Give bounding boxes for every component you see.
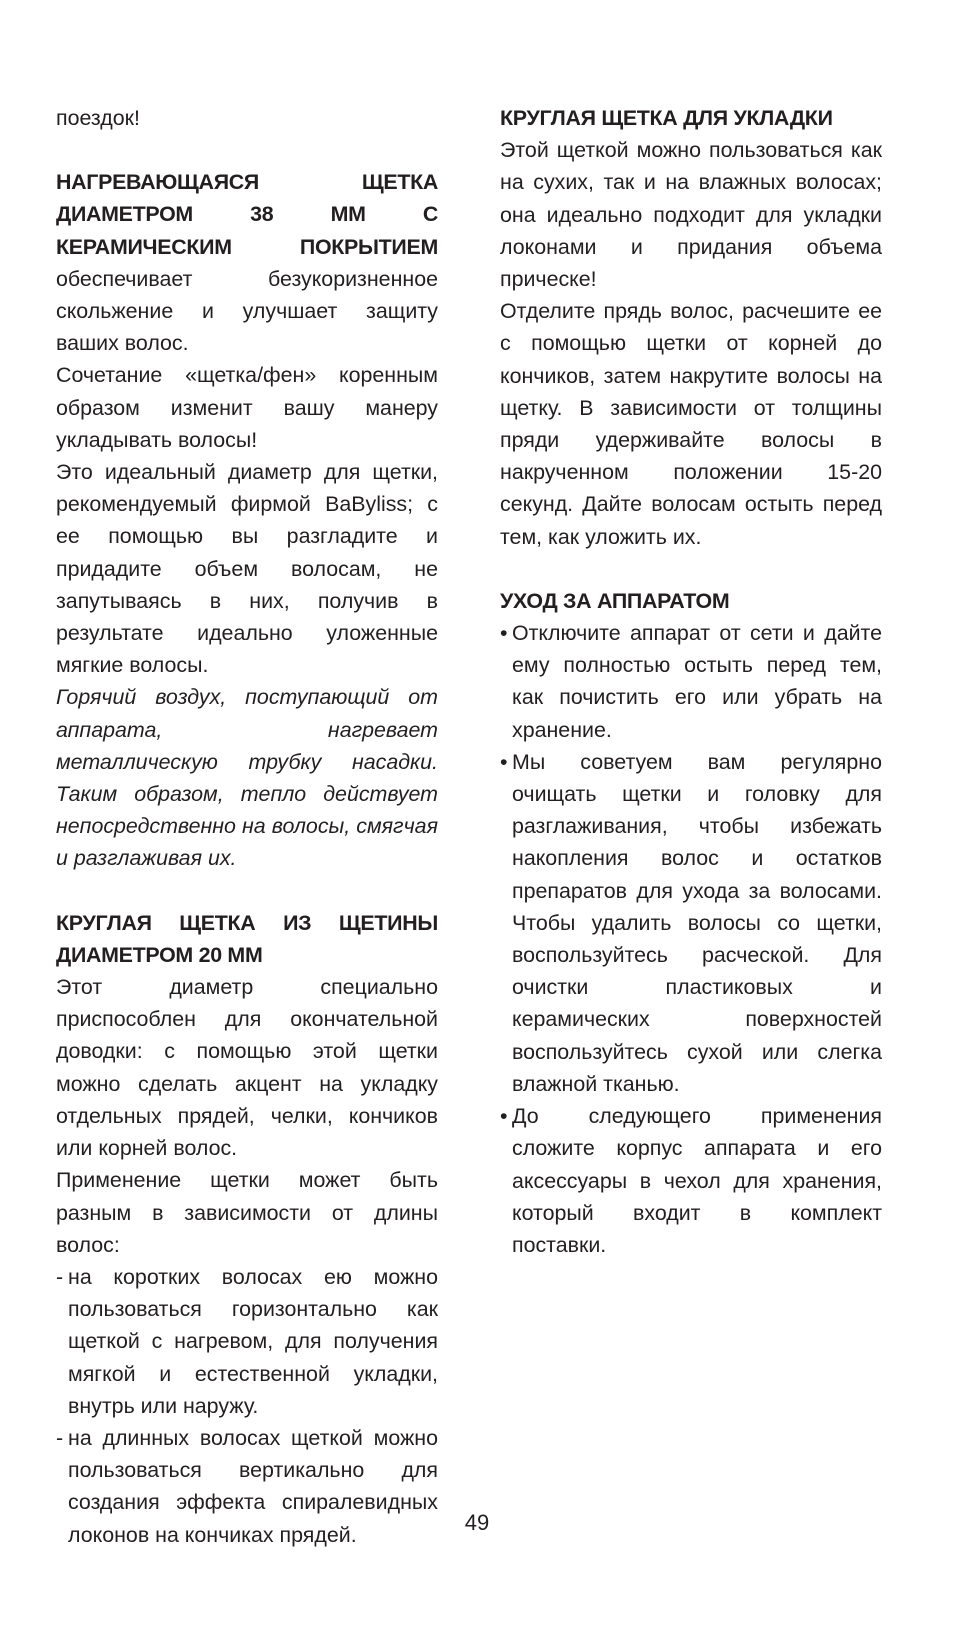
styling-brush-para-1: Этой щеткой можно пользоваться как на сухих, так и на влажных волосах; она идеально подходит для укладки локонами и придания объема прическе! [500,138,882,292]
dash-marker: - [56,1264,64,1289]
spacer [56,134,438,166]
heading-ceramic-brush: НАГРЕВАЮЩАЯСЯ ЩЕТКА ДИАМЕТРОМ 38 ММ С КЕРАМИЧЕСКИМ ПОКРЫТИЕМ [56,170,438,259]
bullet-marker: • [500,621,508,646]
left-column [56,102,438,1551]
ceramic-brush-italic-note: Горячий воздух, поступающий от аппарата, нагревает металлическую трубку насадки. Таким образом, тепло действует непосредственно на волосы, смягчая и разглаживая их. [56,685,438,871]
list-item-text: Мы советуем вам регулярно очищать щетки и головку для разглаживания, чтобы избежать накопления волос и остатков препаратов для ухода за волосами. Чтобы удалить волосы со щетки, воспользуйтесь расческой. Для очистки пластиковых и керамических поверхностей воспользуйтесь сухой или слегка влажной тканью. [512,749,882,1096]
heading-care: УХОД ЗА АППАРАТОМ [500,588,730,613]
ceramic-brush-para-2: Это идеальный диаметр для щетки, рекомендуемый фирмой BaByliss; с ее помощью вы разгладите и придадите объем волосам, не запутываясь в них, получив в результате идеально уложенные мягкие волосы. [56,460,438,678]
spacer [56,875,438,907]
right-column [500,102,882,1261]
intro-text: поездок! [56,106,140,130]
spacer [500,553,882,585]
list-item-text: До следующего применения сложите корпус аппарата и его аксессуары в чехол для хранения, который входит в комплект поставки. [512,1104,882,1257]
ceramic-brush-lead: обеспечивает безукоризненное скольжение и улучшает защиту ваших волос. [56,266,438,356]
bristle-brush-para-2: Применение щетки может быть разным в зависимости от длины волос: [56,1168,438,1257]
list-item-text: на коротких волосах ею можно пользоваться горизонтально как щеткой с нагревом, для получения мягкой и естественной укладки, внутрь или наружу. [68,1264,438,1418]
ceramic-brush-para-1: Сочетание «щетка/фен» коренным образом изменит вашу манеру укладывать волосы! [56,363,438,452]
dash-marker: - [56,1425,64,1450]
bullet-marker: • [500,1104,508,1129]
styling-brush-para-2: Отделите прядь волос, расчешите ее с помощью щетки от корней до кончиков, затем накрутите волосы на щетку. В зависимости от толщины пряди удерживайте волосы в накрученном положении 15-20 секунд. Дайте волосам остыть перед тем, как уложить их. [500,299,882,549]
list-item [56,1261,438,1422]
list-item [500,617,882,746]
heading-styling-brush: КРУГЛАЯ ЩЕТКА ДЛЯ УКЛАДКИ [500,106,833,130]
bristle-brush-para-1: Этот диаметр специально приспособлен для окончательной доводки: с помощью этой щетки можно сделать акцент на укладку отдельных прядей, челки, кончиков или корней волос. [56,975,438,1161]
list-item-text: Отключите аппарат от сети и дайте ему полностью остыть перед тем, как почистить его или убрать на хранение. [512,621,882,742]
section-ceramic-brush [56,166,438,359]
list-item [500,746,882,1100]
heading-bristle-brush: КРУГЛАЯ ЩЕТКА ИЗ ЩЕТИНЫ ДИАМЕТРОМ 20 ММ [56,910,438,967]
list-item-text: на длинных волосах щеткой можно пользоваться вертикально для создания эффекта спиралевидных локонов на кончиках прядей. [68,1425,438,1547]
bullet-marker: • [500,749,508,774]
page-number: 49 [464,1510,490,1535]
list-item [500,1100,882,1261]
